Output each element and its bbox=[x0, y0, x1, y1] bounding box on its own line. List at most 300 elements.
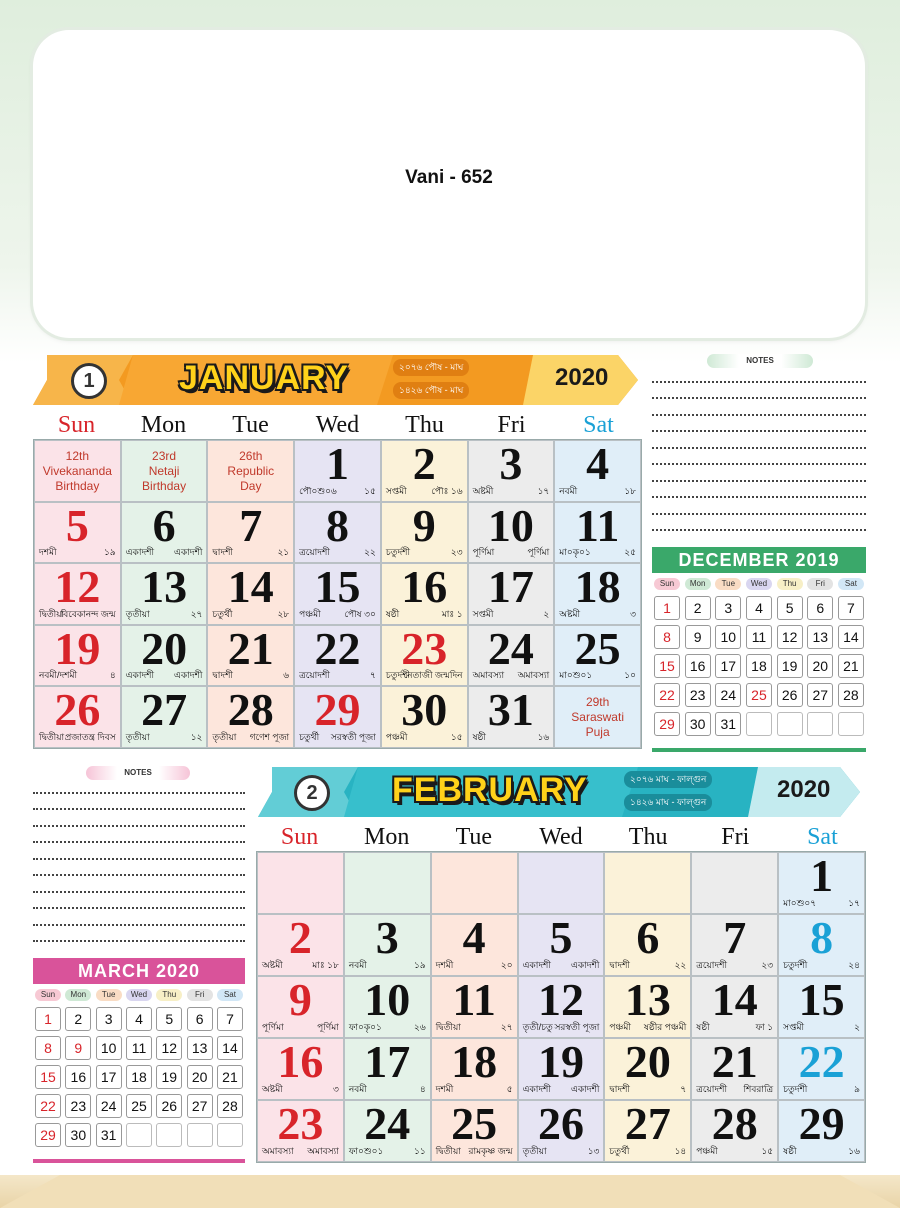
day-cell bbox=[468, 502, 555, 564]
day-number: 17 bbox=[487, 563, 534, 613]
weekday-fri: Fri bbox=[497, 412, 526, 438]
tithi-label: দ্বিতীয়া bbox=[435, 1022, 461, 1032]
bengali-date-label: ২ bbox=[543, 608, 550, 619]
day-cell bbox=[381, 502, 468, 564]
january-weekdays bbox=[33, 410, 642, 440]
day-cell bbox=[554, 686, 641, 748]
notes-lines-right bbox=[652, 366, 866, 531]
mini-day: 15 bbox=[35, 1065, 61, 1089]
tithi-label: তৃতীয়া bbox=[125, 608, 150, 619]
mini-day: 29 bbox=[35, 1123, 61, 1147]
day-cell bbox=[121, 502, 208, 564]
tithi-label: মা০কৃ০১ bbox=[559, 547, 591, 558]
bengali-date-label: ১৫ bbox=[761, 1146, 774, 1156]
bengali-date-label: ২৫ bbox=[624, 547, 636, 558]
tithi-label: অষ্টমী bbox=[262, 1084, 283, 1094]
tithi-label: নবমী bbox=[559, 485, 578, 496]
day-cell bbox=[691, 914, 778, 976]
day-cell bbox=[691, 1038, 778, 1100]
march-bottom-bar bbox=[33, 1159, 245, 1163]
day-number: 15 bbox=[798, 976, 845, 1025]
bottom-band-shape bbox=[0, 1175, 900, 1208]
bengali-date-label: ২ bbox=[854, 1022, 860, 1032]
mini-day: 17 bbox=[96, 1065, 122, 1089]
day-number: 10 bbox=[364, 976, 411, 1025]
mini-day bbox=[217, 1123, 243, 1147]
bengali-date-label: ১৭ bbox=[848, 898, 860, 908]
day-number: 22 bbox=[314, 624, 361, 674]
january-sub2: ১৪২৬ পৌষ - মাঘ bbox=[393, 382, 469, 399]
day-number: 16 bbox=[277, 1038, 324, 1087]
february-sub1: ২০৭৬ মাঘ - ফাল্গুন bbox=[624, 771, 712, 788]
bengali-date-label: ৭ bbox=[680, 1084, 687, 1094]
mini-day: 29 bbox=[654, 712, 680, 736]
bengali-date-label: একাদশী bbox=[174, 670, 203, 681]
bengali-date-label: ৬ bbox=[283, 670, 290, 681]
tithi-label: একাদশী bbox=[125, 670, 155, 681]
day-number: 4 bbox=[586, 440, 610, 489]
day-number: 11 bbox=[452, 976, 496, 1025]
day-cell bbox=[518, 976, 605, 1038]
day-cell bbox=[207, 625, 294, 687]
mini-day: 11 bbox=[746, 625, 772, 649]
mini-day: 21 bbox=[838, 654, 864, 678]
day-cell bbox=[518, 914, 605, 976]
bengali-date-label: প্রজাতন্ত্র দিবস bbox=[64, 731, 116, 742]
february-year: 2020 bbox=[777, 776, 831, 803]
mini-day: 18 bbox=[126, 1065, 152, 1089]
mini-day: 20 bbox=[807, 654, 833, 678]
tithi-label: পঞ্চমী bbox=[696, 1146, 718, 1156]
day-cell bbox=[431, 852, 518, 914]
february-banner bbox=[258, 767, 860, 817]
day-cell bbox=[294, 502, 381, 564]
bengali-date-label: ২২ bbox=[674, 960, 687, 970]
day-cell bbox=[34, 563, 121, 625]
day-number: 31 bbox=[487, 686, 534, 736]
bengali-date-label: ১৭ bbox=[537, 485, 550, 496]
mini-day: 6 bbox=[807, 596, 833, 620]
day-cell bbox=[604, 1100, 691, 1162]
event-text: 12th Vivekananda Birthday bbox=[42, 449, 112, 493]
tithi-label: দ্বাদশী bbox=[609, 960, 631, 970]
bengali-date-label: ২১ bbox=[277, 547, 290, 558]
mini-day: 13 bbox=[187, 1036, 213, 1060]
day-cell bbox=[121, 440, 208, 502]
day-number: 3 bbox=[499, 440, 523, 489]
mini-day: 7 bbox=[217, 1007, 243, 1031]
day-number: 5 bbox=[65, 501, 89, 551]
day-cell bbox=[344, 976, 431, 1038]
bengali-date-label: শিবরাত্রি bbox=[743, 1084, 774, 1094]
mini-day: 5 bbox=[777, 596, 803, 620]
weekday-mon: Mon bbox=[364, 824, 410, 850]
day-number: 15 bbox=[314, 563, 361, 613]
mini-day: 15 bbox=[654, 654, 680, 678]
tithi-label: ত্রয়োদশী bbox=[696, 1084, 728, 1094]
mini-day: 2 bbox=[685, 596, 711, 620]
bengali-date-label: ২৭ bbox=[190, 608, 203, 619]
tithi-label: মা০শু০১ bbox=[559, 670, 593, 681]
mini-weekday: Mon bbox=[65, 989, 91, 1001]
day-number: 28 bbox=[227, 686, 274, 736]
bengali-date-label: একাদশী bbox=[571, 960, 600, 970]
day-number: 1 bbox=[325, 440, 349, 489]
day-cell bbox=[257, 852, 344, 914]
bengali-date-label: পৌষ ৩০ bbox=[344, 608, 376, 619]
day-number: 14 bbox=[227, 563, 274, 613]
tithi-label: দ্বাদশী bbox=[609, 1084, 631, 1094]
march-mini-calendar bbox=[33, 958, 245, 1163]
day-cell bbox=[431, 914, 518, 976]
tithi-label: একাদশী bbox=[522, 960, 551, 970]
day-number: 20 bbox=[141, 624, 188, 674]
tithi-label: ষষ্ঠী bbox=[472, 731, 486, 742]
day-cell bbox=[121, 625, 208, 687]
day-number: 25 bbox=[451, 1100, 498, 1149]
tithi-label: চতুর্দশী bbox=[385, 547, 411, 558]
mini-weekday: Wed bbox=[126, 989, 152, 1001]
mini-day: 27 bbox=[807, 683, 833, 707]
mini-day: 9 bbox=[685, 625, 711, 649]
weekday-thu: Thu bbox=[405, 412, 444, 438]
day-number: 23 bbox=[277, 1100, 324, 1149]
day-cell bbox=[604, 976, 691, 1038]
mini-weekday: Thu bbox=[777, 578, 803, 590]
mini-day: 4 bbox=[746, 596, 772, 620]
mini-day: 7 bbox=[838, 596, 864, 620]
tithi-label: চতুর্দশী bbox=[385, 670, 411, 681]
weekday-mon: Mon bbox=[140, 412, 187, 438]
day-number: 18 bbox=[574, 563, 621, 613]
tithi-label: সপ্তমী bbox=[385, 485, 407, 496]
march-grid bbox=[33, 1007, 245, 1147]
mini-day: 21 bbox=[217, 1065, 243, 1089]
mini-weekday: Tue bbox=[96, 989, 122, 1001]
bengali-date-label: ১৫ bbox=[450, 731, 463, 742]
mini-day: 22 bbox=[654, 683, 680, 707]
bengali-date-label: সরস্বতী পূজা bbox=[330, 731, 376, 742]
day-cell bbox=[604, 1038, 691, 1100]
mini-day: 27 bbox=[187, 1094, 213, 1118]
tithi-label: পূর্ণিমা bbox=[262, 1022, 284, 1032]
december-bottom-bar bbox=[652, 748, 866, 752]
day-cell bbox=[344, 914, 431, 976]
bengali-date-label: ১০ bbox=[624, 670, 636, 681]
day-cell bbox=[344, 1038, 431, 1100]
day-cell bbox=[468, 686, 555, 748]
day-cell bbox=[207, 563, 294, 625]
day-cell bbox=[431, 976, 518, 1038]
mini-day: 23 bbox=[65, 1094, 91, 1118]
mini-day: 16 bbox=[65, 1065, 91, 1089]
mini-weekday: Sun bbox=[654, 578, 680, 590]
day-number: 21 bbox=[227, 624, 274, 674]
february-number-badge: 2 bbox=[294, 775, 330, 811]
bengali-date-label: বিবেকানন্দ জন্ম bbox=[60, 608, 116, 619]
mini-day: 28 bbox=[838, 683, 864, 707]
bengali-date-label: ১৩ bbox=[587, 1146, 600, 1156]
bengali-date-label: মাঃ ১ bbox=[441, 608, 463, 619]
tithi-label: চতুর্দশী bbox=[783, 1084, 808, 1094]
day-cell bbox=[344, 1100, 431, 1162]
tithi-label: তৃতীয়া bbox=[125, 731, 150, 742]
mini-day: 26 bbox=[156, 1094, 182, 1118]
mini-day: 30 bbox=[65, 1123, 91, 1147]
tithi-label: মা০শু০৭ bbox=[783, 898, 817, 908]
day-cell bbox=[34, 625, 121, 687]
mini-weekday: Fri bbox=[807, 578, 833, 590]
day-cell bbox=[554, 440, 641, 502]
day-number: 4 bbox=[462, 914, 486, 963]
day-number: 26 bbox=[537, 1100, 584, 1149]
tithi-label: চতুর্দশী bbox=[783, 960, 808, 970]
tithi-label: চতুর্থী bbox=[299, 731, 320, 742]
mini-weekday: Sat bbox=[838, 578, 864, 590]
january-title: JANUARY bbox=[179, 359, 350, 397]
bengali-date-label: ১৪ bbox=[674, 1146, 687, 1156]
day-cell bbox=[554, 502, 641, 564]
day-number: 6 bbox=[152, 501, 176, 551]
bengali-date-label: ২৩ bbox=[761, 960, 774, 970]
day-cell bbox=[257, 914, 344, 976]
mini-day: 1 bbox=[35, 1007, 61, 1031]
day-cell bbox=[431, 1038, 518, 1100]
day-number: 8 bbox=[810, 914, 834, 963]
mini-day: 6 bbox=[187, 1007, 213, 1031]
day-number: 27 bbox=[141, 686, 188, 736]
mini-day: 19 bbox=[156, 1065, 182, 1089]
mini-day: 5 bbox=[156, 1007, 182, 1031]
day-number: 6 bbox=[636, 914, 660, 963]
tithi-label: দশমী bbox=[435, 960, 454, 970]
day-cell bbox=[554, 563, 641, 625]
day-cell bbox=[34, 502, 121, 564]
mini-day: 25 bbox=[126, 1094, 152, 1118]
day-number: 7 bbox=[723, 914, 747, 963]
day-number: 9 bbox=[288, 976, 312, 1025]
notes-tag-right: NOTES bbox=[707, 354, 813, 368]
day-cell bbox=[468, 625, 555, 687]
tithi-label: একাদশী bbox=[125, 547, 155, 558]
tithi-label: নবমী bbox=[348, 960, 367, 970]
mini-day bbox=[187, 1123, 213, 1147]
day-number: 29 bbox=[798, 1100, 845, 1149]
mini-day: 1 bbox=[654, 596, 680, 620]
mini-weekday: Fri bbox=[187, 989, 213, 1001]
day-number: 2 bbox=[412, 440, 436, 489]
bengali-date-label: পূর্ণিমা bbox=[527, 547, 550, 558]
day-cell bbox=[294, 440, 381, 502]
tithi-label: তৃতীয়া bbox=[212, 731, 237, 742]
bengali-date-label: একাদশী bbox=[571, 1084, 600, 1094]
day-cell bbox=[778, 1100, 865, 1162]
day-cell bbox=[207, 686, 294, 748]
tithi-label: দ্বিতীয়া bbox=[435, 1146, 461, 1156]
day-cell bbox=[468, 563, 555, 625]
bengali-date-label: অমাবস্যা bbox=[517, 670, 550, 681]
bengali-date-label: ২৩ bbox=[450, 547, 463, 558]
tithi-label: অমাবস্যা bbox=[262, 1146, 294, 1156]
day-cell bbox=[34, 686, 121, 748]
mini-day: 8 bbox=[654, 625, 680, 649]
mini-day: 24 bbox=[715, 683, 741, 707]
day-cell bbox=[778, 1038, 865, 1100]
mini-day: 31 bbox=[96, 1123, 122, 1147]
mini-weekday: Thu bbox=[156, 989, 182, 1001]
tithi-label: ষষ্ঠী bbox=[385, 608, 400, 619]
day-cell bbox=[554, 625, 641, 687]
tithi-label: অষ্টমী bbox=[262, 960, 283, 970]
weekday-sun: Sun bbox=[57, 412, 96, 438]
day-number: 13 bbox=[141, 563, 188, 613]
mini-day: 12 bbox=[777, 625, 803, 649]
mini-day: 3 bbox=[96, 1007, 122, 1031]
event-text: 29th Saraswati Puja bbox=[571, 695, 624, 740]
day-cell bbox=[294, 686, 381, 748]
bengali-date-label: ৫ bbox=[506, 1084, 513, 1094]
february-grid bbox=[256, 851, 866, 1163]
day-cell bbox=[381, 440, 468, 502]
december-mini-calendar bbox=[652, 547, 866, 752]
day-number: 29 bbox=[314, 686, 361, 736]
day-number: 5 bbox=[549, 914, 573, 963]
day-cell bbox=[257, 976, 344, 1038]
bengali-date-label: পৌঃ ১৬ bbox=[431, 485, 463, 496]
tithi-label: চতুর্থী bbox=[212, 608, 233, 619]
header-title: Vani - 652 bbox=[405, 167, 493, 188]
mini-day: 14 bbox=[838, 625, 864, 649]
bengali-date-label: ১১ bbox=[414, 1146, 426, 1156]
march-title: MARCH 2020 bbox=[33, 958, 245, 984]
event-text: 23rd Netaji Birthday bbox=[142, 449, 187, 493]
bengali-date-label: গণেশ পূজা bbox=[249, 731, 290, 742]
bengali-date-label: মাঃ ১৮ bbox=[312, 960, 339, 970]
day-number: 18 bbox=[451, 1038, 498, 1087]
day-number: 21 bbox=[711, 1038, 758, 1087]
mini-day: 10 bbox=[96, 1036, 122, 1060]
day-number: 16 bbox=[401, 563, 448, 613]
day-number: 28 bbox=[711, 1100, 758, 1149]
weekday-wed: Wed bbox=[315, 412, 360, 438]
day-cell bbox=[691, 1100, 778, 1162]
day-cell bbox=[778, 914, 865, 976]
mini-weekday: Wed bbox=[746, 578, 772, 590]
january-banner bbox=[33, 355, 638, 405]
january-number-badge: 1 bbox=[71, 363, 107, 399]
december-weekdays bbox=[652, 578, 866, 590]
bengali-date-label: ৪ bbox=[419, 1084, 426, 1094]
bengali-date-label: ১৬ bbox=[848, 1146, 860, 1156]
bengali-date-label: পূর্ণিমা bbox=[317, 1022, 339, 1032]
mini-day: 12 bbox=[156, 1036, 182, 1060]
day-cell bbox=[294, 625, 381, 687]
day-cell bbox=[518, 1100, 605, 1162]
day-cell bbox=[257, 1038, 344, 1100]
mini-day: 9 bbox=[65, 1036, 91, 1060]
weekday-tue: Tue bbox=[232, 412, 269, 438]
bengali-date-label: নেতাজী জন্মদিন bbox=[403, 670, 463, 681]
mini-day: 10 bbox=[715, 625, 741, 649]
tithi-label: পঞ্চমী bbox=[299, 608, 321, 619]
tithi-label: অষ্টমী bbox=[472, 485, 494, 496]
january-grid bbox=[33, 439, 642, 749]
day-cell bbox=[121, 563, 208, 625]
mini-weekday: Sun bbox=[35, 989, 61, 1001]
mini-day: 26 bbox=[777, 683, 803, 707]
bengali-date-label: ৩ bbox=[630, 608, 636, 619]
mini-day bbox=[838, 712, 864, 736]
bengali-date-label: ২০ bbox=[500, 960, 513, 970]
day-cell bbox=[257, 1100, 344, 1162]
weekday-fri: Fri bbox=[721, 824, 750, 850]
tithi-label: পঞ্চমী bbox=[385, 731, 408, 742]
day-number: 20 bbox=[624, 1038, 671, 1087]
tithi-label: চতুর্থী bbox=[609, 1146, 630, 1156]
day-number: 24 bbox=[364, 1100, 411, 1149]
mini-day: 18 bbox=[746, 654, 772, 678]
bengali-date-label: ২২ bbox=[364, 547, 376, 558]
day-cell bbox=[431, 1100, 518, 1162]
mini-day: 2 bbox=[65, 1007, 91, 1031]
mini-weekday: Tue bbox=[715, 578, 741, 590]
day-cell bbox=[518, 1038, 605, 1100]
day-number: 24 bbox=[487, 624, 534, 674]
day-number: 26 bbox=[54, 686, 101, 736]
weekday-tue: Tue bbox=[455, 824, 493, 850]
day-number: 19 bbox=[537, 1038, 584, 1087]
bengali-date-label: একাদশী bbox=[174, 547, 203, 558]
january-sub1: ২০৭৬ পৌষ - মাঘ bbox=[393, 359, 469, 376]
day-cell bbox=[207, 440, 294, 502]
bengali-date-label: ৯ bbox=[854, 1084, 860, 1094]
day-number: 17 bbox=[364, 1038, 411, 1087]
day-number: 1 bbox=[810, 852, 834, 901]
day-number: 30 bbox=[401, 686, 448, 736]
bengali-date-label: ১২ bbox=[190, 731, 203, 742]
tithi-label: দ্বাদশী bbox=[212, 670, 234, 681]
tithi-label: একাদশী bbox=[522, 1084, 551, 1094]
weekday-thu: Thu bbox=[628, 824, 668, 850]
day-number: 12 bbox=[537, 976, 584, 1025]
day-cell bbox=[344, 852, 431, 914]
bengali-date-label: ১৬ bbox=[537, 731, 550, 742]
tithi-label: তৃতীয়া bbox=[522, 1146, 547, 1156]
day-number: 14 bbox=[711, 976, 758, 1025]
tithi-label: ত্রয়োদশী bbox=[299, 547, 330, 558]
day-number: 22 bbox=[798, 1038, 845, 1087]
december-title: DECEMBER 2019 bbox=[652, 547, 866, 573]
weekday-sat: Sat bbox=[583, 412, 614, 438]
tithi-label: ত্রয়োদশী bbox=[299, 670, 330, 681]
february-weekdays bbox=[256, 822, 866, 852]
bengali-date-label: ৭ bbox=[369, 670, 376, 681]
day-cell bbox=[121, 686, 208, 748]
mini-day: 4 bbox=[126, 1007, 152, 1031]
day-number: 13 bbox=[624, 976, 671, 1025]
tithi-label: দ্বিতীয়া bbox=[39, 731, 65, 742]
day-number: 9 bbox=[412, 501, 436, 551]
notes-lines-left bbox=[33, 777, 245, 942]
mini-day: 23 bbox=[685, 683, 711, 707]
mini-day: 25 bbox=[746, 683, 772, 707]
bengali-date-label: ১৯ bbox=[104, 547, 116, 558]
day-cell bbox=[468, 440, 555, 502]
day-cell bbox=[381, 563, 468, 625]
tithi-label: তৃতী/চতু bbox=[522, 1022, 553, 1032]
day-cell bbox=[778, 976, 865, 1038]
tithi-label: পৌ০শু০৬ bbox=[299, 485, 337, 496]
